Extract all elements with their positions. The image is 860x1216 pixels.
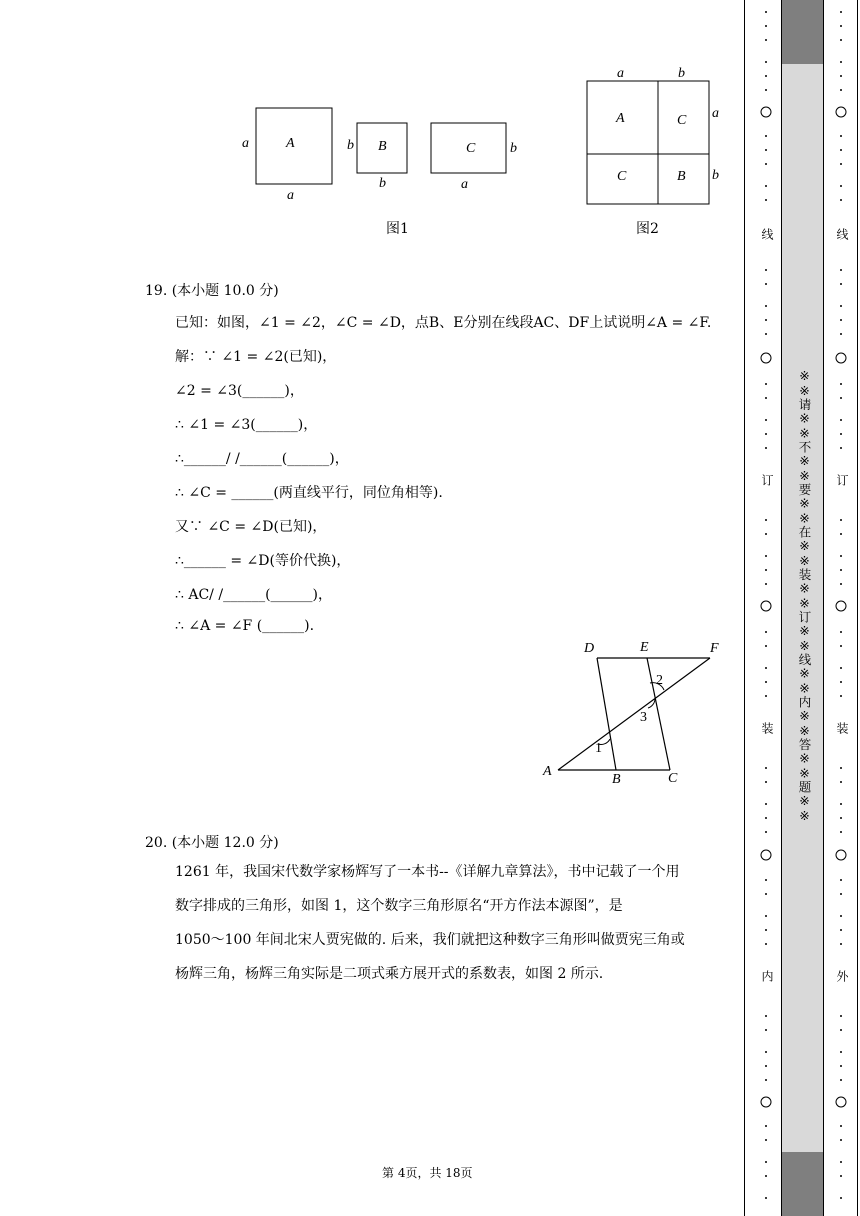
inner-char-ding: 订 xyxy=(760,474,774,486)
angle-1-label: 1 xyxy=(595,741,602,756)
inner-binding-column xyxy=(754,0,778,1216)
q19-line: 已知：如图，∠1 = ∠2，∠C = ∠D，点B、E分别在线段AC、DF上试说明∠A = ∠F. xyxy=(175,315,712,331)
square-b-side: b xyxy=(347,138,354,153)
fig2-right-b: b xyxy=(712,168,719,183)
point-b: B xyxy=(612,772,621,787)
q19-line: 解：∵ ∠1 = ∠2(已知)， xyxy=(175,349,337,365)
fig2-cell-b: B xyxy=(677,169,686,184)
q19-line: ∴ ∠C = ______(两直线平行，同位角相等). xyxy=(175,485,443,501)
square-a-label: A xyxy=(286,136,295,151)
point-e: E xyxy=(640,640,649,655)
figure-1-caption: 图1 xyxy=(386,221,409,237)
outer-char-zhuang: 装 xyxy=(835,722,849,734)
q20-body xyxy=(175,855,735,991)
binding-bottom-block xyxy=(782,1152,823,1216)
fig2-cell-a: A xyxy=(616,111,625,126)
q19-line: ∴______ = ∠D(等价代换)， xyxy=(175,553,351,569)
inner-char-xian: 线 xyxy=(760,228,774,240)
angle-2-label: 2 xyxy=(656,673,663,688)
outer-char-xian: 线 xyxy=(835,228,849,240)
inner-char-zhuang: 装 xyxy=(760,722,774,734)
q19-body xyxy=(175,312,711,652)
fig2-top-b: b xyxy=(678,66,685,81)
q19-figure xyxy=(540,638,730,790)
point-d: D xyxy=(584,641,595,656)
point-c: C xyxy=(668,771,678,786)
rect-c-label: C xyxy=(466,141,476,156)
outer-char-ding: 订 xyxy=(835,474,849,486)
square-b-bottom: b xyxy=(379,176,386,191)
q19-line: ∴ ∠1 = ∠3(______)， xyxy=(175,417,318,433)
q20-line: 1261 年，我国宋代数学家杨辉写了一本书--《详解九章算法》，书中记载了一个用 xyxy=(175,864,680,880)
rect-c-bottom: a xyxy=(461,177,468,192)
binding-notice: ※※请※※不※※要※※在※※装※※订※※线※※内※※答※※题※※ xyxy=(797,368,812,823)
figure-2-caption: 图2 xyxy=(636,221,659,237)
q20-line: 1050～100 年间北宋人贾宪做的. 后来，我们就把这种数字三角形叫做贾宪三角或 xyxy=(175,932,685,948)
square-a-bottom: a xyxy=(287,188,294,203)
angle-3-label: 3 xyxy=(640,710,647,725)
fig2-cell-c2: C xyxy=(617,169,627,184)
q19-line: ∴______/ /______(______)， xyxy=(175,451,349,467)
fig2-top-a: a xyxy=(617,66,624,81)
q19-line: ∴ AC/ /______(______)， xyxy=(175,587,332,603)
q20-heading: 20. (本小题 12.0 分) xyxy=(145,835,279,851)
square-a-side: a xyxy=(242,136,249,151)
outer-binding-column xyxy=(829,0,853,1216)
figure-1 xyxy=(230,95,530,245)
outer-char-wai: 外 xyxy=(835,970,849,982)
fig2-cell-c1: C xyxy=(677,113,687,128)
page-footer: 第 4页，共 18页 xyxy=(382,1166,473,1180)
rect-c-side: b xyxy=(510,141,517,156)
q19-heading: 19. (本小题 10.0 分) xyxy=(145,283,279,299)
q19-line: ∴ ∠A = ∠F (______). xyxy=(175,618,315,634)
q20-line: 杨辉三角，杨辉三角实际是二项式乘方展开式的系数表，如图 2 所示. xyxy=(175,966,604,982)
point-f: F xyxy=(710,641,719,656)
fig2-right-a: a xyxy=(712,106,719,121)
point-a: A xyxy=(543,764,552,779)
inner-char-nei: 内 xyxy=(760,970,774,982)
figure-2 xyxy=(580,65,730,215)
q19-line: 又∵ ∠C = ∠D(已知)， xyxy=(175,519,327,535)
q20-line: 数字排成的三角形，如图 1，这个数字三角形原名“开方作法本源图”，是 xyxy=(175,898,623,914)
binding-top-block xyxy=(782,0,823,64)
q19-line: ∠2 = ∠3(______)， xyxy=(175,383,304,399)
square-b-label: B xyxy=(378,139,387,154)
